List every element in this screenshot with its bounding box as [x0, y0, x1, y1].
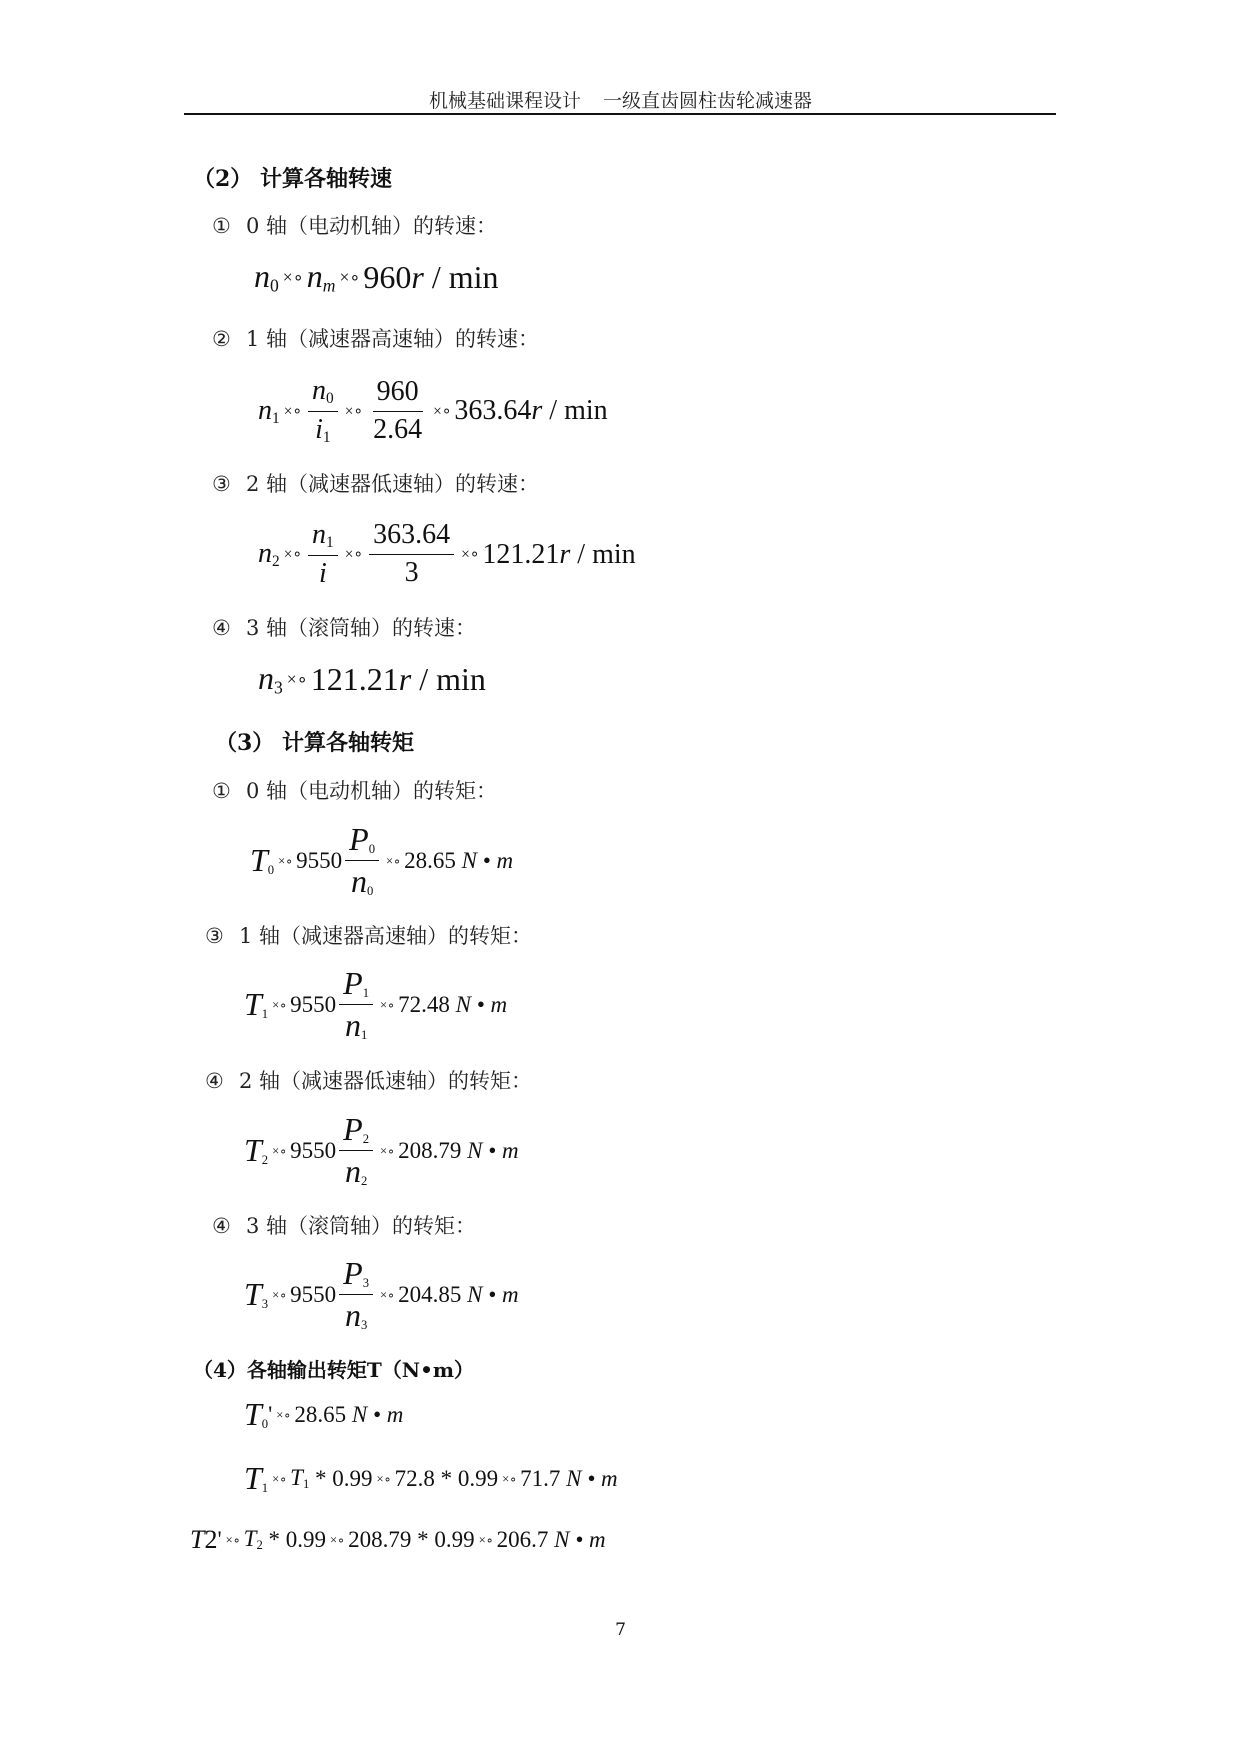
- formula-n0: $n_0$ ×∘ $n_m$ ×∘ 960 r / min: [254, 258, 499, 296]
- item-marker: ④: [212, 616, 231, 640]
- document-title: 一级直齿圆柱齿轮减速器: [603, 90, 813, 112]
- fraction: $\frac{P_1}{n_1}$: [339, 966, 373, 1043]
- page-number: 7: [615, 1620, 626, 1640]
- item-marker: ④: [212, 1214, 231, 1238]
- equals-glyph: ×∘: [282, 266, 304, 287]
- fraction: $\frac{n_1}{i}$: [308, 520, 338, 590]
- fraction: $\frac{P_3}{n_3}$: [339, 1256, 373, 1333]
- item-marker: ④: [205, 1069, 224, 1093]
- equals-glyph: ×∘: [339, 266, 361, 287]
- section2-item-3: [212, 612, 476, 642]
- item-marker: ③: [212, 472, 231, 496]
- formula-t2: $T_2$ ×∘ 9550 $\frac{P_2}{n_2}$ ×∘ 208.79 N • m: [244, 1111, 519, 1190]
- section2-heading: （2） 计算各轴转速: [193, 166, 392, 192]
- output-formula-t1: $T_1$ ×∘ $T_1$ * 0.99 ×∘ 72.8 * 0.99 ×∘ 71.7 N • m: [244, 1460, 618, 1496]
- fraction: $\frac{960}{2.64}$: [373, 375, 423, 445]
- section2-item-0: [212, 210, 497, 240]
- formula-n3: $n_3$ ×∘ 121.21 r / min: [258, 660, 486, 698]
- output-formula-t2: T2 ' ×∘ $T_2$ * 0.99 ×∘ 208.79 * 0.99 ×∘ 206.7 N • m: [190, 1525, 606, 1554]
- fraction: $\frac{363.64}{3}$: [369, 520, 454, 589]
- item-marker: ①: [212, 214, 231, 238]
- section2-item-1: [212, 323, 539, 353]
- fraction: $\frac{P_2}{n_2}$: [339, 1112, 373, 1189]
- section3-item-0: [212, 775, 497, 805]
- formula-t1: $T_1$ ×∘ 9550 $\frac{P_1}{n_1}$ ×∘ 72.48 N • m: [244, 965, 508, 1044]
- item-marker: ②: [212, 327, 231, 351]
- fraction: $\frac{P_0}{n_0}$: [345, 822, 379, 899]
- item-label: 1 轴（减速器高速轴）的转矩：: [239, 924, 533, 948]
- section3-item-2: [205, 1065, 532, 1095]
- section3-item-3: [212, 1210, 476, 1240]
- item-marker: ①: [212, 779, 231, 803]
- formula-t3: $T_3$ ×∘ 9550 $\frac{P_3}{n_3}$ ×∘ 204.85 N • m: [244, 1255, 519, 1334]
- item-marker: ③: [205, 924, 224, 948]
- item-label: 1 轴（减速器高速轴）的转速：: [246, 327, 540, 351]
- output-formula-t0: $T_0$ ' ×∘ 28.65 N • m: [244, 1396, 404, 1432]
- item-label: 0 轴（电动机轴）的转矩：: [246, 779, 498, 803]
- section3-heading: （3） 计算各轴转矩: [215, 730, 414, 756]
- item-label: 2 轴（减速器低速轴）的转矩：: [239, 1069, 533, 1093]
- section2-item-2: [212, 468, 539, 498]
- formula-n2: $n_2$ ×∘ $\frac{n_1}{i}$ ×∘ $\frac{363.64}{3}$ ×∘ 121.21 r / min: [258, 519, 636, 589]
- formula-t0: $T_0$ ×∘ 9550 $\frac{P_0}{n_0}$ ×∘ 28.65 N • m: [250, 821, 514, 900]
- section4-heading: （4）各轴输出转矩T（N•m）: [193, 1358, 475, 1382]
- course-name: 机械基础课程设计: [428, 90, 581, 112]
- formula-n1: $n_1$ ×∘ $\frac{n_0}{i_1}$ ×∘ $\frac{960}{2.64}$ ×∘ 363.64 r / min: [258, 375, 608, 446]
- item-label: 3 轴（滚筒轴）的转速：: [246, 616, 477, 640]
- fraction: $\frac{n_0}{i_1}$: [308, 376, 338, 447]
- item-label: 3 轴（滚筒轴）的转矩：: [246, 1214, 477, 1238]
- item-label: 2 轴（减速器低速轴）的转速：: [246, 472, 540, 496]
- section3-item-1: [205, 920, 532, 950]
- item-label: 0 轴（电动机轴）的转速：: [246, 214, 498, 238]
- header-rule: [184, 113, 1056, 115]
- page-header: [0, 86, 1241, 113]
